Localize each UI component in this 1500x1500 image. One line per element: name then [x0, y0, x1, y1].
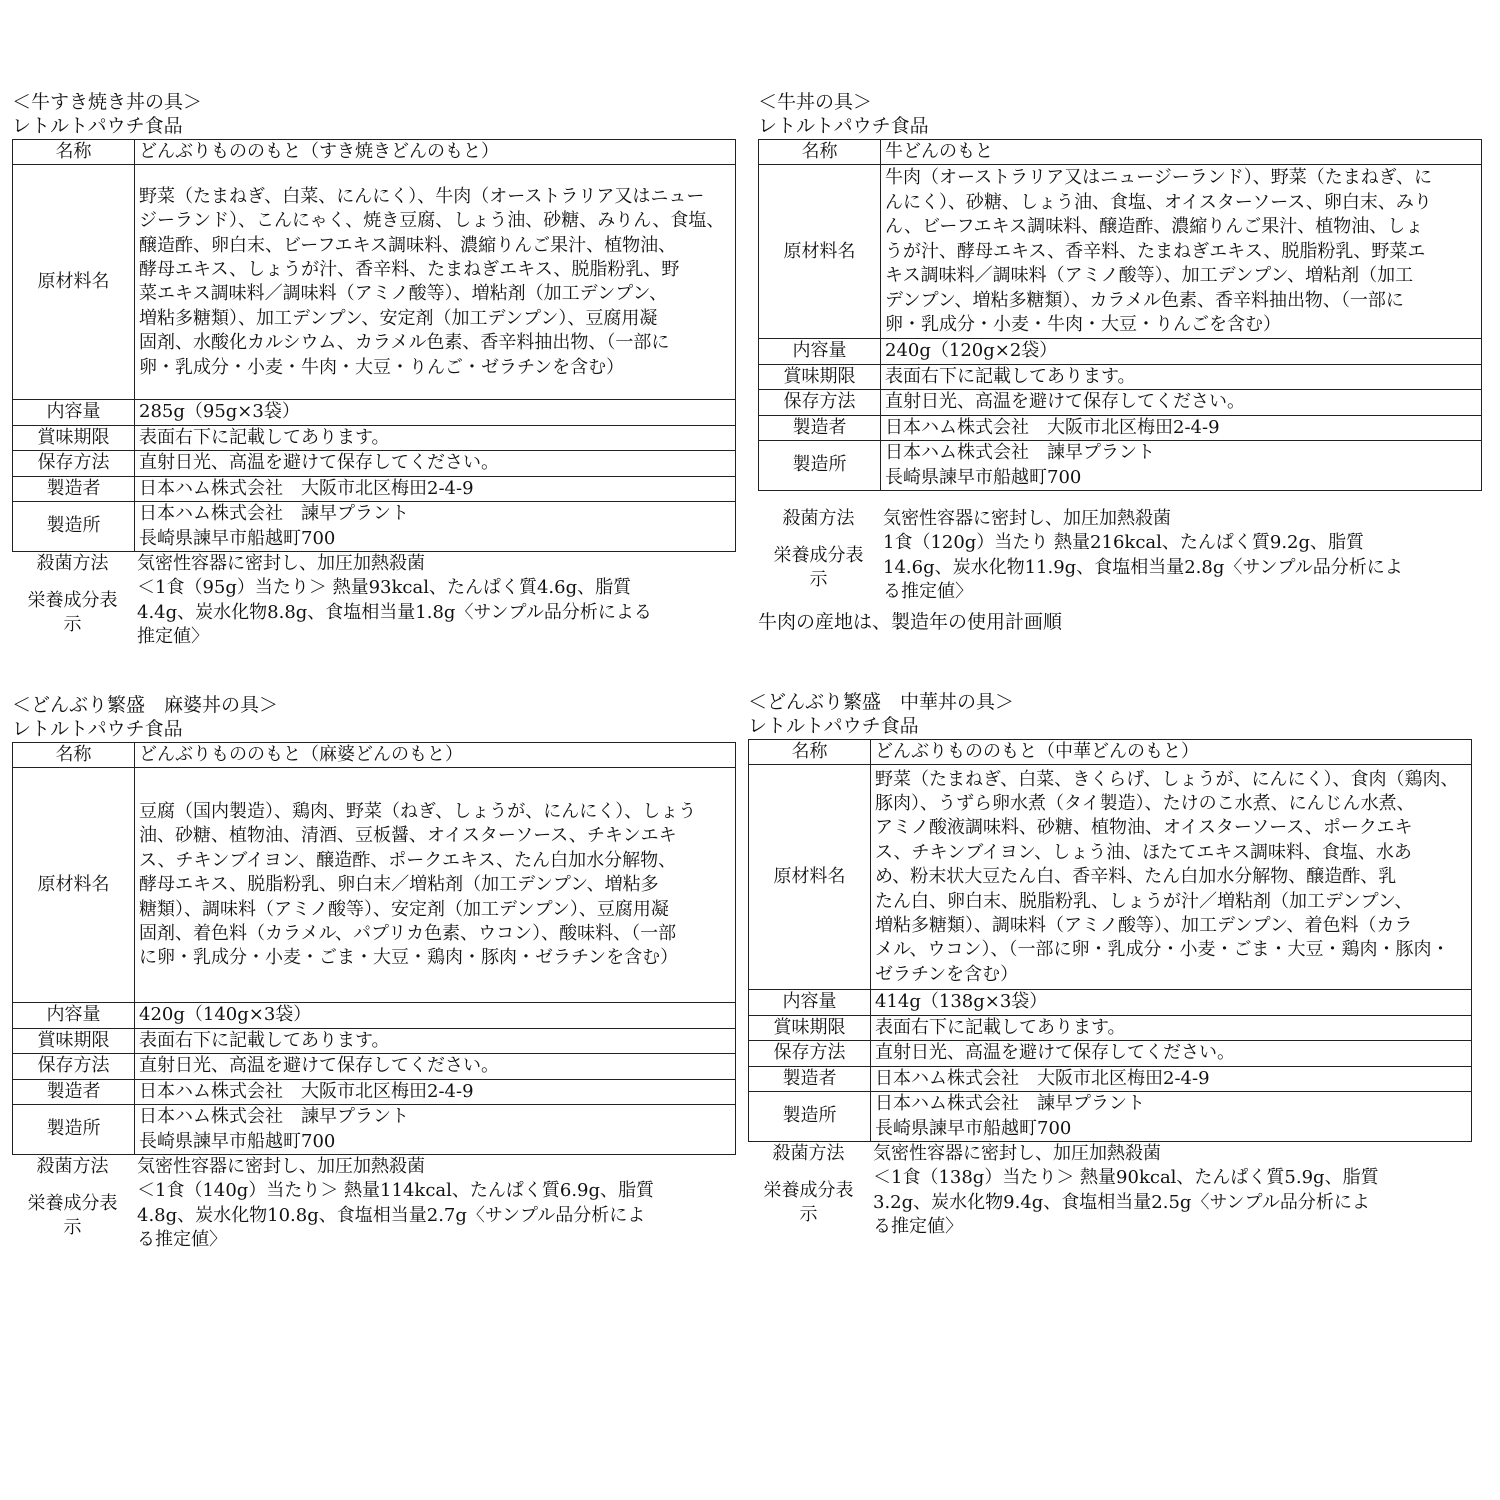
- spec-label: [749, 990, 871, 1015]
- spec-label-text: 製造者: [782, 1067, 837, 1089]
- spec-value: [881, 415, 1482, 440]
- spec-value-line: 表面右下に記載してあります。: [139, 426, 390, 448]
- spec-value: [135, 1079, 736, 1104]
- spec-row: [759, 165, 1482, 339]
- spec-row: [13, 165, 736, 400]
- extra-label: [12, 552, 133, 576]
- spec-label: [13, 1054, 135, 1079]
- extra-label-text: 示: [809, 569, 828, 591]
- spec-value: [871, 990, 1472, 1015]
- spec-value-line: 日本ハム株式会社 大阪市北区梅田2-4-9: [139, 1080, 474, 1102]
- spec-value: [135, 1054, 736, 1079]
- spec-label-text: 内容量: [46, 401, 101, 423]
- product-title: ＜どんぶり繁盛 中華丼の具＞: [748, 691, 1015, 713]
- extra-value-line: る推定値〉: [137, 1229, 227, 1251]
- extra-value-line: 気密性容器に密封し、加圧加熱殺菌: [883, 508, 1171, 530]
- extra-value: [133, 576, 736, 649]
- spec-row: [13, 425, 736, 450]
- spec-label: [749, 765, 871, 990]
- spec-value-line: メル、ウコン）、（一部に卵・乳成分・小麦・ごま・大豆・鶏肉・豚肉・: [875, 939, 1450, 961]
- spec-value: [135, 476, 736, 501]
- spec-value-line: 日本ハム株式会社 大阪市北区梅田2-4-9: [885, 416, 1220, 438]
- spec-label: [13, 1028, 135, 1053]
- extra-row: [12, 576, 736, 649]
- spec-value-line: 414g（138g×3袋）: [875, 991, 1048, 1013]
- food-type: レトルトパウチ食品: [748, 715, 919, 737]
- spec-value-line: 長崎県諫早市船越町700: [139, 527, 336, 549]
- spec-value: [881, 364, 1482, 389]
- spec-row: [13, 743, 736, 768]
- spec-value: [135, 502, 736, 552]
- extra-value-line: 推定値〉: [137, 626, 209, 648]
- spec-row: [13, 400, 736, 425]
- extra-label: [758, 531, 879, 604]
- extra-label-text: 殺菌方法: [36, 1156, 109, 1178]
- spec-value-line: 日本ハム株式会社 諫早プラント: [885, 442, 1155, 464]
- extra-value-line: ＜1食（95g）当たり＞ 熱量93kcal、たんぱく質4.6g、脂質: [137, 577, 632, 599]
- spec-label: [759, 364, 881, 389]
- spec-value: [135, 743, 736, 768]
- extra-info: [748, 1142, 1472, 1240]
- spec-value: [881, 339, 1482, 364]
- spec-value: [871, 1041, 1472, 1066]
- extra-value: [133, 552, 736, 576]
- spec-label: [13, 140, 135, 165]
- spec-value-line: 長崎県諫早市船越町700: [875, 1117, 1072, 1139]
- spec-value-line: 直射日光、高温を避けて保存してください。: [139, 452, 499, 474]
- spec-value: [871, 740, 1472, 765]
- spec-value-line: 醸造酢、卵白末、ビーフエキス調味料、濃縮りんご果汁、植物油、: [139, 234, 677, 256]
- spec-label: [13, 425, 135, 450]
- extra-value: [869, 1142, 1472, 1166]
- extra-value-line: ＜1食（138g）当たり＞ 熱量90kcal、たんぱく質5.9g、脂質: [873, 1167, 1379, 1189]
- spec-label: [759, 140, 881, 165]
- spec-table: [758, 139, 1482, 491]
- spec-label: [13, 502, 135, 552]
- spec-value-line: 油、砂糖、植物油、清酒、豆板醤、オイスターソース、チキンエキ: [139, 825, 677, 847]
- spec-value: [871, 1015, 1472, 1040]
- spec-row: [759, 415, 1482, 440]
- spec-label-text: 内容量: [782, 991, 837, 1013]
- spec-label: [13, 1079, 135, 1104]
- spec-value-line: に卵・乳成分・小麦・ごま・大豆・鶏肉・豚肉・ゼラチンを含む）: [139, 947, 679, 969]
- spec-label: [13, 1003, 135, 1028]
- spec-label: [13, 165, 135, 400]
- spec-value-line: 直射日光、高温を避けて保存してください。: [139, 1055, 499, 1077]
- spec-value: [881, 140, 1482, 165]
- extra-label-text: 殺菌方法: [772, 1143, 845, 1165]
- spec-label-text: 製造所: [782, 1105, 837, 1127]
- extra-row: [748, 1166, 1472, 1239]
- product-title: ＜牛丼の具＞: [758, 91, 873, 113]
- extra-value-line: ＜1食（140g）当たり＞ 熱量114kcal、たんぱく質6.9g、脂質: [137, 1180, 655, 1202]
- spec-label-text: 内容量: [792, 340, 847, 362]
- spec-label-text: 賞味期限: [783, 365, 856, 387]
- spec-value-line: 酵母エキス、しょうが汁、香辛料、たまねぎエキス、脱脂粉乳、野: [139, 259, 680, 280]
- spec-row: [13, 1054, 736, 1079]
- spec-row: [759, 339, 1482, 364]
- spec-label-text: 製造者: [46, 477, 101, 499]
- spec-value: [135, 400, 736, 425]
- extra-label-text: 栄養成分表: [763, 1179, 854, 1201]
- spec-value-line: 表面右下に記載してあります。: [139, 1029, 390, 1051]
- spec-label: [749, 740, 871, 765]
- spec-row: [13, 502, 736, 552]
- spec-label-text: 名称: [791, 741, 828, 762]
- extra-value-line: 1食（120g）当たり 熱量216kcal、たんぱく質9.2g、脂質: [883, 532, 1365, 554]
- spec-value-line: 420g（140g×3袋）: [139, 1004, 312, 1026]
- extra-value-line: 4.8g、炭水化物10.8g、食塩相当量2.7g〈サンプル品分析によ: [137, 1204, 646, 1226]
- spec-value-line: うが汁、酵母エキス、香辛料、たまねぎエキス、脱脂粉乳、野菜エ: [885, 240, 1426, 262]
- extra-value: [133, 1155, 736, 1179]
- extra-value-line: 14.6g、炭水化物11.9g、食塩相当量2.8g〈サンプル品分析によ: [883, 556, 1403, 578]
- panel-gyudon: [758, 90, 1482, 635]
- spec-label-text: 賞味期限: [37, 426, 110, 448]
- spec-row: [13, 1028, 736, 1053]
- extra-label-text: 殺菌方法: [36, 553, 109, 575]
- spec-value-line: アミノ酸液調味料、砂糖、植物油、オイスターソース、ポークエキ: [875, 817, 1413, 839]
- spec-row: [13, 1003, 736, 1028]
- spec-label: [759, 441, 881, 491]
- extra-row: [12, 1179, 736, 1252]
- spec-value-line: 日本ハム株式会社 諫早プラント: [139, 1106, 409, 1128]
- extra-row: [758, 531, 1482, 604]
- spec-row: [13, 768, 736, 1003]
- spec-value-line: 日本ハム株式会社 諫早プラント: [875, 1093, 1145, 1115]
- extra-value-line: 気密性容器に密封し、加圧加熱殺菌: [137, 1156, 425, 1178]
- spec-value-line: 酵母エキス、脱脂粉乳、卵白末／増粘剤（加工デンプン、増粘多: [139, 874, 659, 896]
- spec-value-line: どんぶりもののもと（麻婆どんのもと）: [139, 744, 463, 765]
- spec-label-text: 製造所: [46, 1118, 101, 1140]
- spec-label: [759, 165, 881, 339]
- food-type: レトルトパウチ食品: [12, 718, 183, 740]
- spec-value: [135, 425, 736, 450]
- spec-value-line: め、粉末状大豆たん白、香辛料、たん白加水分解物、醸造酢、乳: [875, 866, 1397, 888]
- spec-row: [13, 140, 736, 165]
- spec-value-line: ス、チキンブイヨン、醸造酢、ポークエキス、たん白加水分解物、: [139, 849, 677, 871]
- spec-value-line: どんぶりもののもと（すき焼きどんのもと）: [139, 141, 499, 162]
- spec-label-text: 賞味期限: [37, 1029, 110, 1051]
- extra-row: [748, 1142, 1472, 1166]
- spec-value: [871, 1092, 1472, 1142]
- spec-value: [881, 441, 1482, 491]
- spec-value: [871, 1066, 1472, 1091]
- spec-value-line: 285g（95g×3袋）: [139, 401, 300, 423]
- extra-label: [748, 1142, 869, 1166]
- spec-row: [749, 1041, 1472, 1066]
- spec-value-line: どんぶりもののもと（中華どんのもと）: [875, 741, 1199, 762]
- spec-value: [871, 765, 1472, 990]
- spec-value-line: キス調味料／調味料（アミノ酸等）、加工デンプン、増粘剤（加工: [885, 265, 1414, 287]
- spec-label: [13, 768, 135, 1003]
- spec-value-line: 日本ハム株式会社 大阪市北区梅田2-4-9: [139, 477, 474, 499]
- spec-label-text: 保存方法: [783, 391, 856, 413]
- extra-row: [12, 1155, 736, 1179]
- spec-label: [13, 400, 135, 425]
- spec-value-line: 卵・乳成分・小麦・牛肉・大豆・りんごを含む）: [885, 313, 1281, 335]
- spec-label-text: 原材料名: [773, 866, 846, 888]
- spec-row: [749, 1015, 1472, 1040]
- spec-row: [759, 364, 1482, 389]
- extra-value-line: る推定値〉: [883, 581, 973, 603]
- spec-value-line: 牛どんのもと: [885, 141, 993, 162]
- spec-label-text: 保存方法: [773, 1042, 846, 1064]
- spec-value-line: 長崎県諫早市船越町700: [139, 1130, 336, 1152]
- spec-value-line: 増粘多糖類）、調味料（アミノ酸等）、加工デンプン、着色料（カラ: [875, 915, 1413, 937]
- spec-label-text: 製造所: [792, 454, 847, 476]
- extra-value-line: 気密性容器に密封し、加圧加熱殺菌: [873, 1143, 1161, 1165]
- spec-value: [135, 165, 736, 400]
- extra-label-text: 示: [63, 614, 82, 636]
- spec-value: [135, 1028, 736, 1053]
- spec-label-text: 保存方法: [37, 1055, 110, 1077]
- spec-value-line: 表面右下に記載してあります。: [885, 365, 1136, 387]
- extra-label: [758, 507, 879, 531]
- spec-value: [135, 140, 736, 165]
- spec-label-text: 製造所: [46, 515, 101, 537]
- spec-value-line: 豆腐（国内製造）、鶏肉、野菜（ねぎ、しょうが、にんにく）、しょう: [139, 800, 697, 822]
- extra-label-text: 栄養成分表: [27, 1192, 118, 1214]
- food-type: レトルトパウチ食品: [12, 115, 183, 137]
- extra-row: [12, 552, 736, 576]
- spec-label: [13, 451, 135, 476]
- spec-value-line: 直射日光、高温を避けて保存してください。: [885, 391, 1245, 413]
- spec-value-line: 日本ハム株式会社 諫早プラント: [139, 503, 409, 525]
- spec-value: [135, 1105, 736, 1155]
- spec-row: [759, 390, 1482, 415]
- extra-info: [12, 552, 736, 650]
- spec-label: [759, 339, 881, 364]
- extra-info: [758, 507, 1482, 605]
- spec-row: [749, 1092, 1472, 1142]
- extra-value: [879, 531, 1482, 604]
- spec-value: [881, 165, 1482, 339]
- spec-value-line: ん、ビーフエキス調味料、醸造酢、濃縮りんご果汁、植物油、しょ: [885, 216, 1424, 238]
- extra-label-text: 殺菌方法: [782, 508, 855, 530]
- panel-gyusukiyaki: [12, 90, 736, 650]
- spec-table: [12, 742, 736, 1155]
- spec-row: [13, 476, 736, 501]
- spec-value: [135, 451, 736, 476]
- spec-row: [13, 1105, 736, 1155]
- extra-value-line: 4.4g、炭水化物8.8g、食塩相当量1.8g〈サンプル品分析による: [137, 601, 652, 623]
- spec-value-line: 直射日光、高温を避けて保存してください。: [875, 1042, 1235, 1064]
- extra-value: [133, 1179, 736, 1252]
- spec-value-line: 240g（120g×2袋）: [885, 340, 1058, 362]
- extra-value: [879, 507, 1482, 531]
- extra-value-line: る推定値〉: [873, 1216, 963, 1238]
- spec-row: [749, 1066, 1472, 1091]
- spec-row: [13, 451, 736, 476]
- spec-label-text: 保存方法: [37, 452, 110, 474]
- origin-note: 牛肉の産地は、製造年の使用計画順: [758, 610, 1063, 633]
- spec-value-line: ス、チキンブイヨン、しょう油、ほたてエキス調味料、食塩、水あ: [875, 841, 1412, 863]
- spec-row: [759, 441, 1482, 491]
- spec-label: [13, 476, 135, 501]
- extra-row: [758, 507, 1482, 531]
- product-title: ＜牛すき焼き丼の具＞: [12, 91, 203, 113]
- spec-value-line: 固剤、着色料（カラメル、パプリカ色素、ウコン）、酸味料、（一部: [139, 923, 677, 945]
- spec-table: [748, 739, 1472, 1142]
- spec-label: [749, 1015, 871, 1040]
- food-type: レトルトパウチ食品: [758, 115, 929, 137]
- spec-value-line: 野菜（たまねぎ、白菜、にんにく）、牛肉（オーストラリア又はニュー: [139, 185, 705, 207]
- spec-label-text: 原材料名: [37, 874, 110, 896]
- extra-value-line: 3.2g、炭水化物9.4g、食塩相当量2.5g〈サンプル品分析によ: [873, 1191, 1370, 1213]
- spec-value-line: ゼラチンを含む）: [875, 963, 1019, 985]
- spec-value-line: ジーランド）、こんにゃく、焼き豆腐、しょう油、砂糖、みりん、食塩、: [139, 210, 725, 232]
- extra-value-line: 気密性容器に密封し、加圧加熱殺菌: [137, 553, 425, 575]
- panel-chukadon: [748, 690, 1472, 1240]
- extra-label: [12, 576, 133, 649]
- spec-label: [749, 1066, 871, 1091]
- spec-label-text: 賞味期限: [773, 1016, 846, 1038]
- spec-value: [135, 1003, 736, 1028]
- spec-label-text: 原材料名: [783, 240, 856, 262]
- spec-table: [12, 139, 736, 552]
- extra-label-text: 示: [799, 1204, 818, 1226]
- spec-value-line: 菜エキス調味料／調味料（アミノ酸等）、増粘剤（加工デンプン、: [139, 283, 668, 305]
- spec-label-text: 原材料名: [37, 271, 110, 293]
- spec-label-text: 製造者: [792, 416, 847, 438]
- spec-row: [749, 765, 1472, 990]
- spec-value-line: デンプン、増粘多糖類）、カラメル色素、香辛料抽出物、（一部に: [885, 289, 1404, 311]
- spec-label: [749, 1041, 871, 1066]
- spec-label: [13, 1105, 135, 1155]
- spec-row: [749, 990, 1472, 1015]
- spec-label: [759, 390, 881, 415]
- extra-value: [869, 1166, 1472, 1239]
- spec-row: [749, 740, 1472, 765]
- spec-label: [13, 743, 135, 768]
- spec-label-text: 名称: [55, 141, 92, 162]
- spec-label: [749, 1092, 871, 1142]
- spec-value-line: 野菜（たまねぎ、白菜、きくらげ、しょうが、にんにく）、食肉（鶏肉、: [875, 768, 1459, 790]
- extra-label: [12, 1155, 133, 1179]
- extra-label-text: 栄養成分表: [773, 544, 864, 566]
- spec-value: [135, 768, 736, 1003]
- spec-value-line: 日本ハム株式会社 大阪市北区梅田2-4-9: [875, 1067, 1210, 1089]
- spec-value-line: 表面右下に記載してあります。: [875, 1016, 1126, 1038]
- spec-label-text: 内容量: [46, 1004, 101, 1026]
- spec-value-line: 卵・乳成分・小麦・牛肉・大豆・りんご・ゼラチンを含む）: [139, 356, 625, 378]
- spec-label: [759, 415, 881, 440]
- spec-value-line: たん白、卵白末、脱脂粉乳、しょうが汁／増粘剤（加工デンプン、: [875, 890, 1413, 912]
- spec-label-text: 製造者: [46, 1080, 101, 1102]
- product-title: ＜どんぶり繁盛 麻婆丼の具＞: [12, 694, 279, 716]
- spec-value-line: 長崎県諫早市船越町700: [885, 466, 1082, 488]
- spec-row: [13, 1079, 736, 1104]
- spec-value: [881, 390, 1482, 415]
- extra-label: [748, 1166, 869, 1239]
- spec-value-line: 糖類）、調味料（アミノ酸等）、安定剤（加工デンプン）、豆腐用凝: [139, 898, 669, 920]
- spec-value-line: 牛肉（オーストラリア又はニュージーランド）、野菜（たまねぎ、に: [885, 167, 1433, 189]
- spec-value-line: んにく）、砂糖、しょう油、食塩、オイスターソース、卵白末、みり: [885, 191, 1432, 213]
- panel-mabodon: [12, 693, 736, 1253]
- spec-value-line: 豚肉）、うずら卵水煮（タイ製造）、たけのこ水煮、にんじん水煮、: [875, 792, 1415, 814]
- extra-label-text: 栄養成分表: [27, 589, 118, 611]
- extra-label: [12, 1179, 133, 1252]
- spec-label-text: 名称: [801, 141, 838, 162]
- extra-label-text: 示: [63, 1217, 82, 1239]
- spec-label-text: 名称: [55, 744, 92, 765]
- spec-value-line: 固剤、水酸化カルシウム、カラメル色素、香辛料抽出物、（一部に: [139, 332, 670, 354]
- spec-row: [759, 140, 1482, 165]
- extra-info: [12, 1155, 736, 1253]
- spec-value-line: 増粘多糖類）、加工デンプン、安定剤（加工デンプン）、豆腐用凝: [139, 307, 658, 329]
